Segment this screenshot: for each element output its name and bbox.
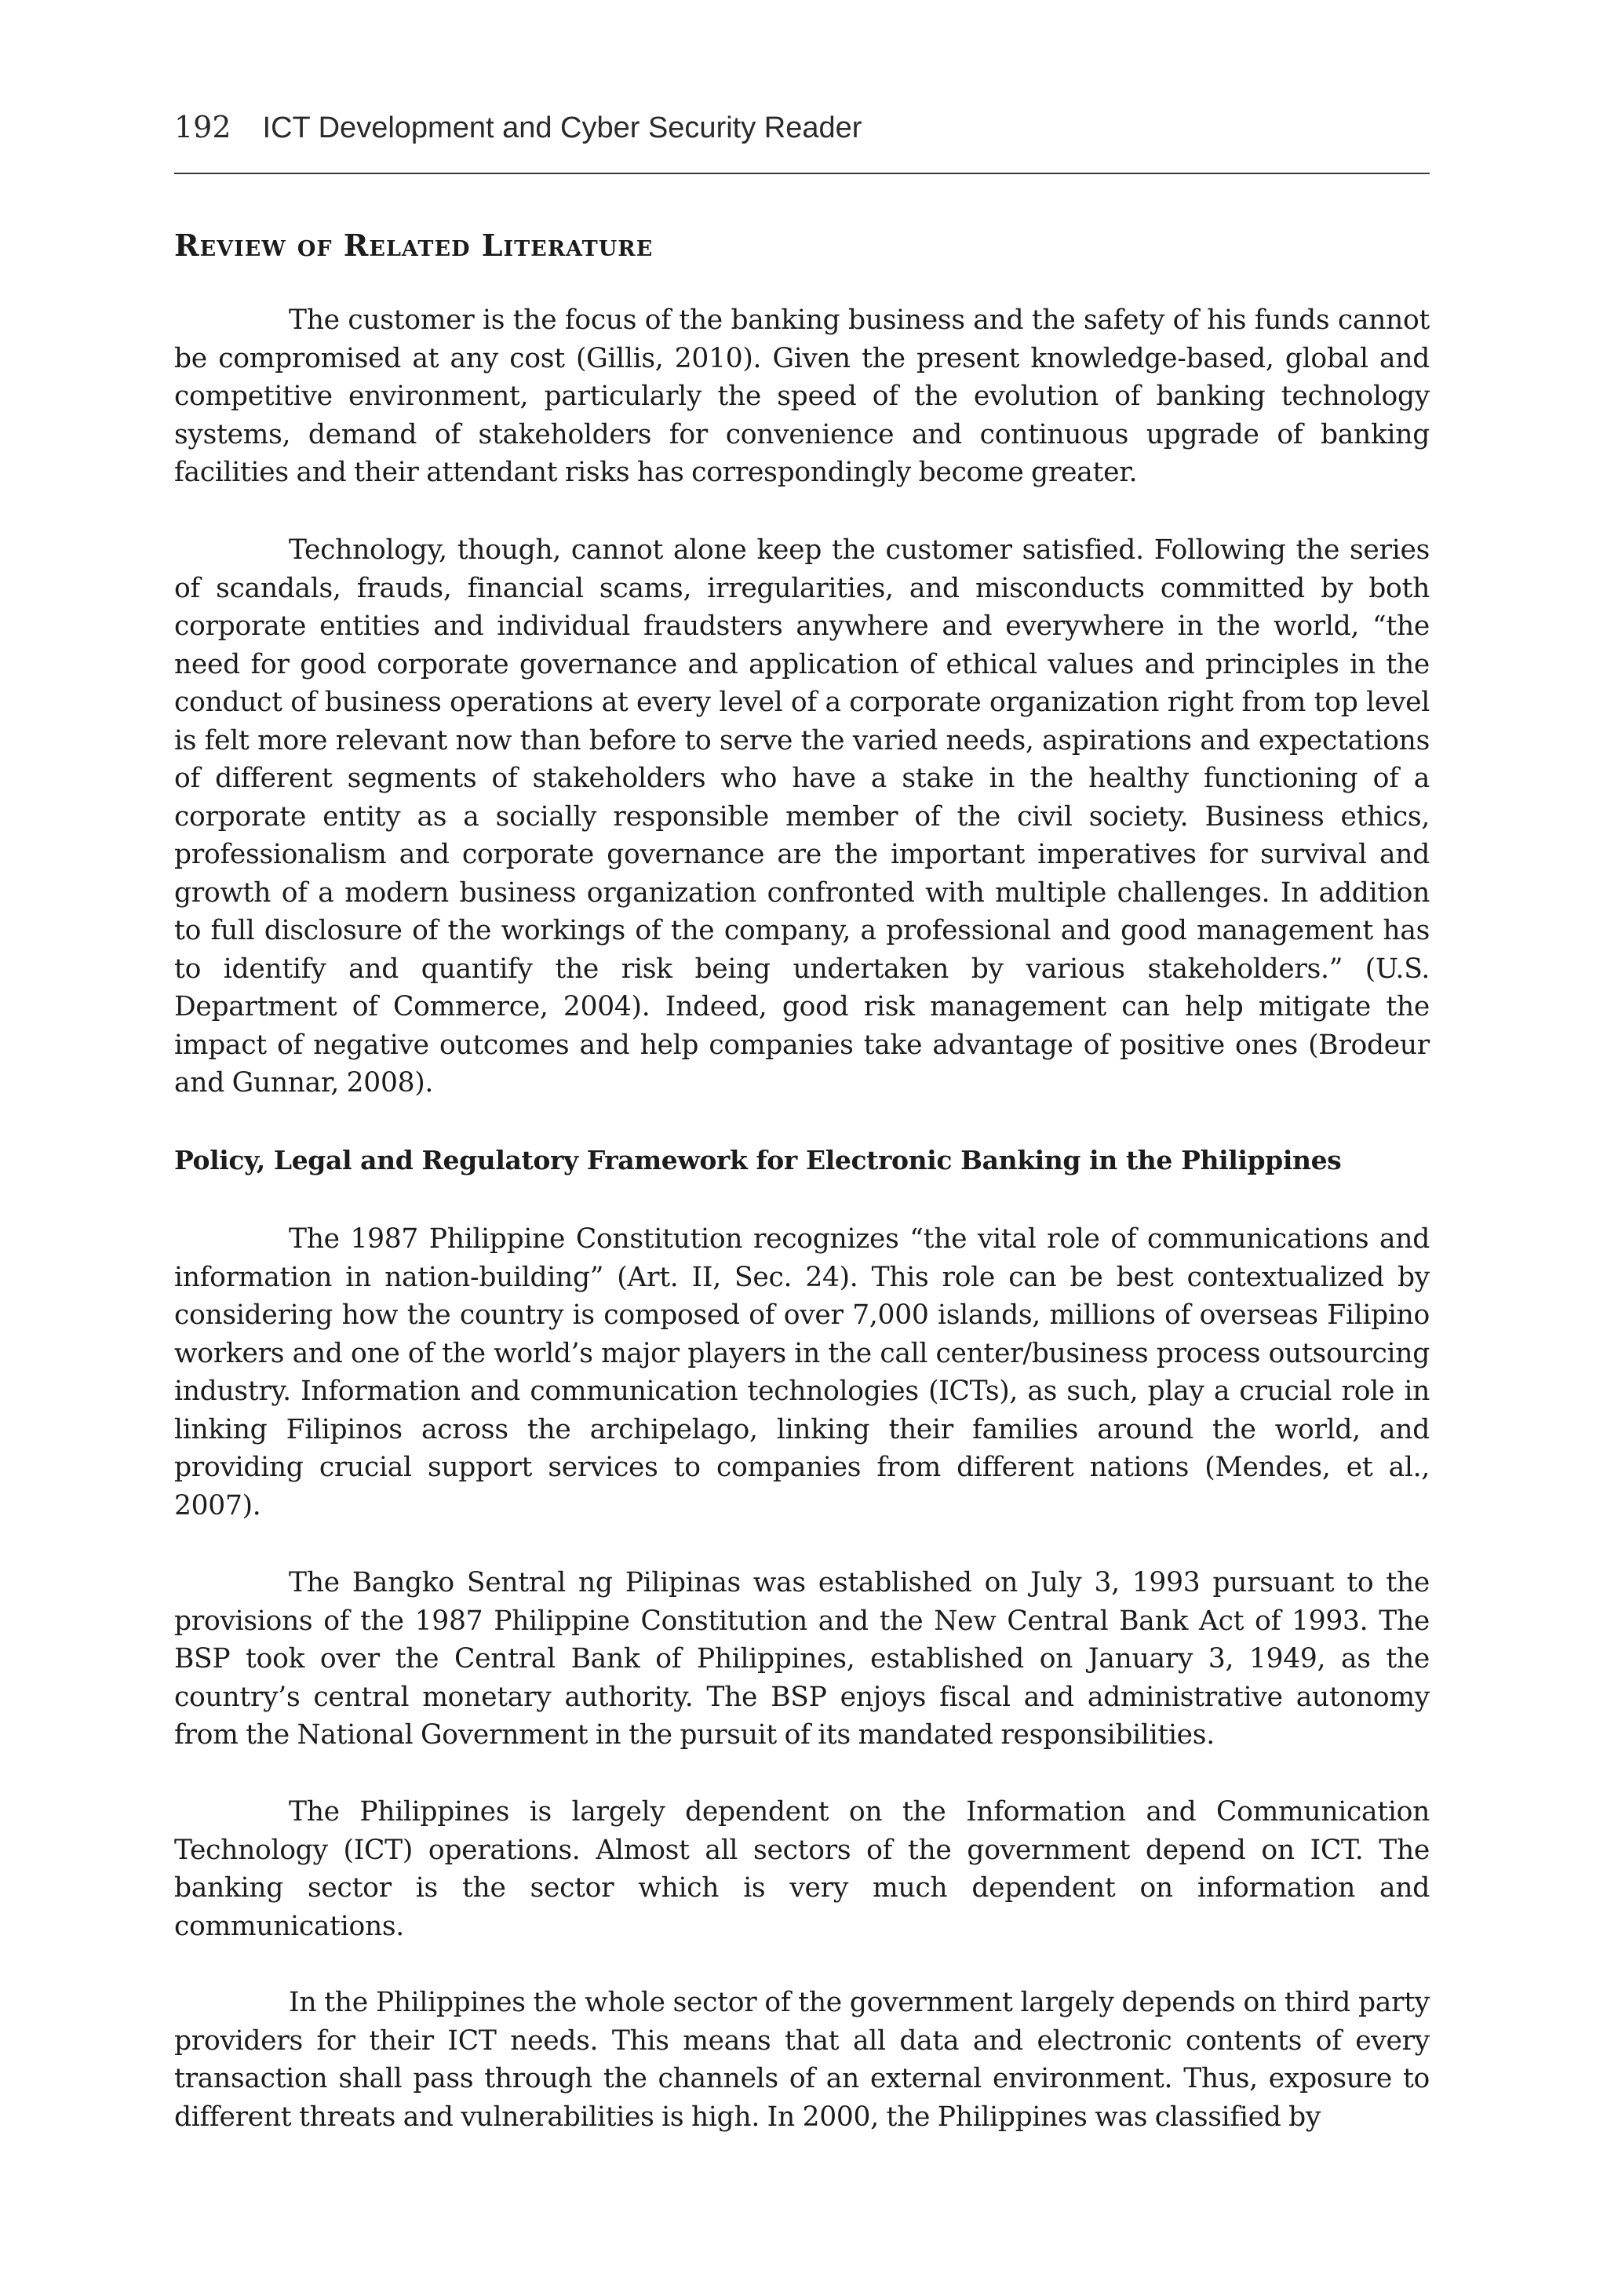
- running-header: [174, 110, 1430, 157]
- paragraph-customer-focus: The customer is the focus of the banking business and the safety of his funds cannot be compromised at any cost (Gillis, 2010). Given the present knowledge-based, global and competitive environment, particularly the speed of the evolution of banking technology systems, demand of stakeholders for convenience and continuous upgrade of banking facilities and their attendant risks has correspondingly become greater.: [174, 304, 1430, 488]
- paragraph-constitution: The 1987 Philippine Constitution recognizes “the vital role of communications and information in nation-building” (Art. II, Sec. 24). This role can be best contextualized by considering how the country is composed of over 7,000 islands, millions of overseas Filipino workers and one of the world’s major players in the call center/business process outsourcing industry. Information and communication technologies (ICTs), as such, play a crucial role in linking Filipinos across the archipelago, linking their families around the world, and providing crucial support services to companies from different nations (Mendes, et al., 2007).: [174, 1223, 1430, 1522]
- paragraph-technology: Technology, though, cannot alone keep the customer satisfied. Following the series of scandals, frauds, financial scams, irregularities, and misconducts committed by both corporate entities and individual fraudsters anywhere and everywhere in the world, “the need for good corporate governance and application of ethical values and principles in the conduct of business operations at every level of a corporate organization right from top level is felt more relevant now than before to serve the varied needs, aspirations and expectations of different segments of stakeholders who have a stake in the healthy functioning of a corporate entity as a socially responsible member of the civil society. Business ethics, professionalism and corporate governance are the important imperatives for survival and growth of a modern business organization confronted with multiple challenges. In addition to full disclosure of the workings of the company, a professional and good management has to identify and quantify the risk being undertaken by various stakeholders.” (U.S. Department of Commerce, 2004). Indeed, good risk management can help mitigate the impact of negative outcomes and help companies take advantage of positive ones (Brodeur and Gunnar, 2008).: [174, 534, 1430, 1099]
- section-title: Review of Related Literature: [174, 228, 654, 263]
- book-title: ICT Development and Cyber Security Reader: [262, 111, 862, 144]
- paragraph-ict-dependence: The Philippines is largely dependent on the Information and Communication Technology (ICT) operations. Almost all sectors of the government depend on ICT. The banking sector is the sector which is very much dependent on information and communications.: [174, 1796, 1430, 1942]
- page-number: 192: [174, 110, 231, 144]
- paragraph-third-party: In the Philippines the whole sector of the government largely depends on third party providers for their ICT needs. This means that all data and electronic contents of every transaction shall pass through the channels of an external environment. Thus, exposure to different threats and vulnerabilities is high. In 2000, the Philippines was classified by: [174, 1987, 1430, 2133]
- header-rule: [174, 173, 1430, 174]
- paragraph-bangko-sentral: The Bangko Sentral ng Pilipinas was established on July 3, 1993 pursuant to the provisions of the 1987 Philippine Constitution and the New Central Bank Act of 1993. The BSP took over the Central Bank of Philippines, established on January 3, 1949, as the country’s central monetary authority. The BSP enjoys fiscal and administrative autonomy from the National Government in the pursuit of its mandated responsibilities.: [174, 1567, 1430, 1751]
- subsection-heading: Policy, Legal and Regulatory Framework for Electronic Banking in the Philippines: [174, 1145, 1342, 1175]
